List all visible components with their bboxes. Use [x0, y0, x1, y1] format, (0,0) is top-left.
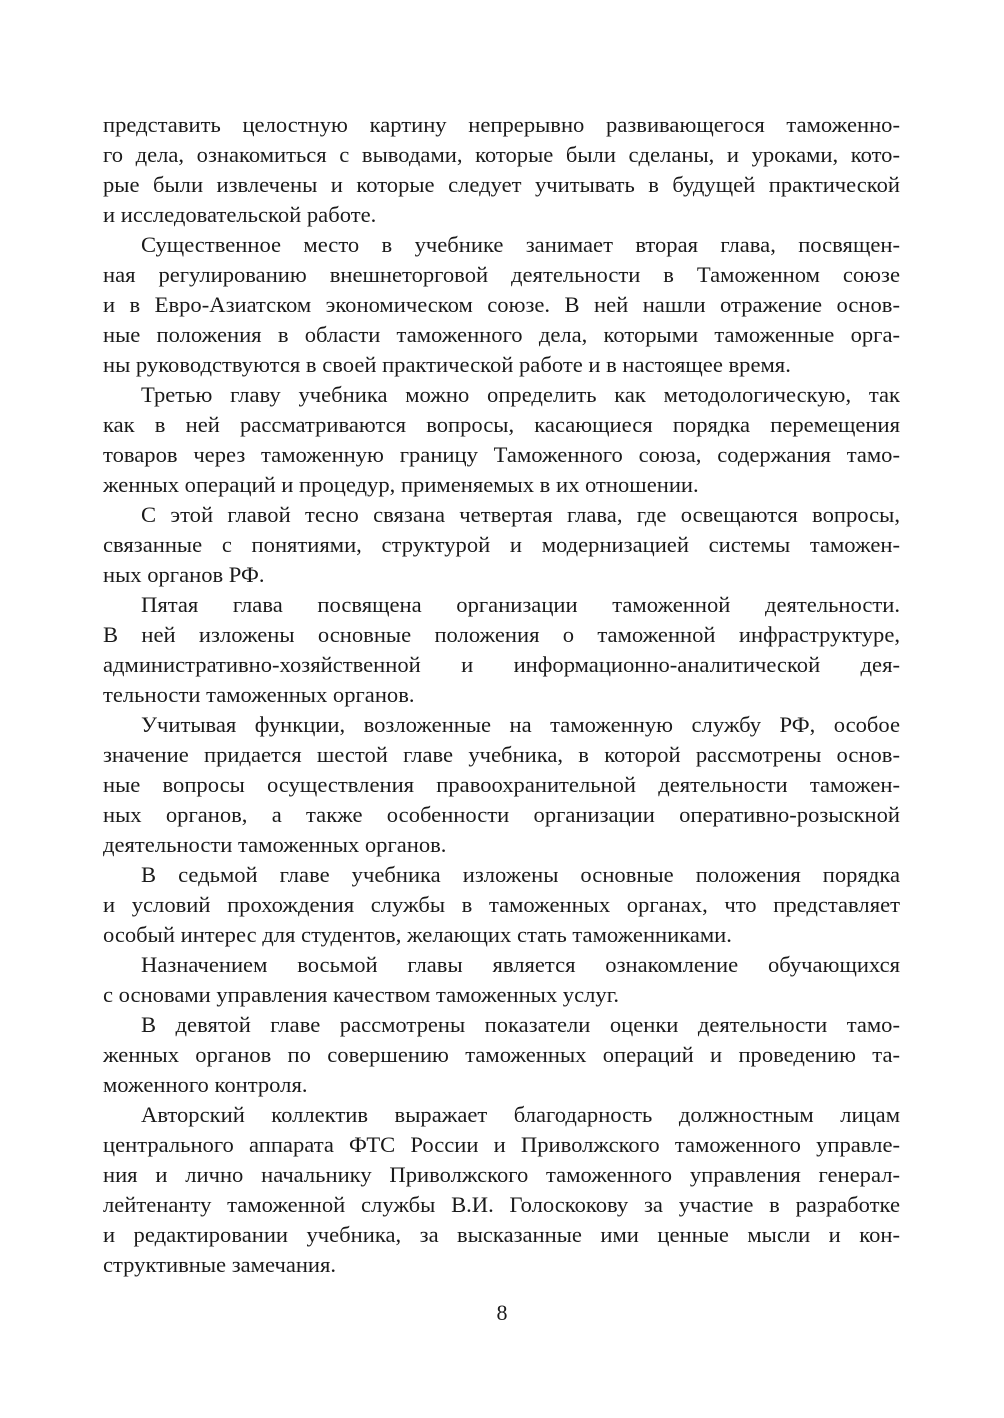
text-line: товаров через таможенную границу Таможенного союза, содержания тамо- — [103, 442, 900, 467]
text-line: ных органов РФ. — [103, 562, 265, 587]
text-line: Назначением восьмой главы является ознакомление обучающихся — [141, 952, 900, 977]
text-line: и редактировании учебника, за высказанные ими ценные мысли и кон- — [103, 1222, 900, 1247]
text-line: Авторский коллектив выражает благодарность должностным лицам — [141, 1102, 900, 1127]
text-line: с основами управления качеством таможенных услуг. — [103, 982, 620, 1007]
text-line: особый интерес для студентов, желающих стать таможенниками. — [103, 922, 732, 947]
text-line: и в Евро-Азиатском экономическом союзе. В ней нашли отражение основ- — [103, 292, 900, 317]
text-line: Существенное место в учебнике занимает вторая глава, посвящен- — [141, 232, 900, 257]
paragraph-10 — [103, 1100, 900, 1280]
text-line: рые были извлечены и которые следует учитывать в будущей практической — [103, 172, 900, 197]
text-line: Пятая глава посвящена организации таможенной деятельности. — [141, 592, 900, 617]
text-line: административно-хозяйственной и информационно-аналитической дея- — [103, 652, 900, 677]
text-line: представить целостную картину непрерывно развивающегося таможенно- — [103, 112, 900, 137]
paragraph-5 — [103, 590, 900, 710]
text-line: как в ней рассматриваются вопросы, касающиеся порядка перемещения — [103, 412, 900, 437]
paragraph-4 — [103, 500, 900, 590]
text-line: В седьмой главе учебника изложены основные положения порядка — [141, 862, 900, 887]
text-line: ны руководствуются в своей практической работе и в настоящее время. — [103, 352, 791, 377]
text-line: тельности таможенных органов. — [103, 682, 415, 707]
text-line: ные вопросы осуществления правоохранительной деятельности таможен- — [103, 772, 900, 797]
text-line: женных операций и процедур, применяемых в их отношении. — [103, 472, 699, 497]
text-line: и условий прохождения службы в таможенных органах, что представляет — [103, 892, 900, 917]
text-line: значение придается шестой главе учебника, в которой рассмотрены основ- — [103, 742, 900, 767]
paragraph-1 — [103, 110, 900, 230]
paragraph-3 — [103, 380, 900, 500]
text-line: Учитывая функции, возложенные на таможенную службу РФ, особое — [141, 712, 900, 737]
text-line: Третью главу учебника можно определить как методологическую, так — [141, 382, 900, 407]
paragraph-6 — [103, 710, 900, 860]
text-line: ния и лично начальнику Приволжского таможенного управления генерал- — [103, 1162, 900, 1187]
text-line: ная регулированию внешнеторговой деятельности в Таможенном союзе — [103, 262, 900, 287]
text-line: В ней изложены основные положения о таможенной инфраструктуре, — [103, 622, 900, 647]
text-line: структивные замечания. — [103, 1252, 337, 1277]
text-line: го дела, ознакомиться с выводами, которые были сделаны, и уроками, кото- — [103, 142, 900, 167]
text-line: и исследовательской работе. — [103, 202, 377, 227]
text-line: женных органов по совершению таможенных операций и проведению та- — [103, 1042, 900, 1067]
text-line: ные положения в области таможенного дела, которыми таможенные орга- — [103, 322, 900, 347]
text-line: связанные с понятиями, структурой и модернизацией системы таможен- — [103, 532, 900, 557]
text-line: центрального аппарата ФТС России и Приволжского таможенного управле- — [103, 1132, 900, 1157]
paragraph-8 — [103, 950, 900, 1010]
page-number: 8 — [496, 1300, 508, 1325]
paragraph-9 — [103, 1010, 900, 1100]
text-line: деятельности таможенных органов. — [103, 832, 447, 857]
paragraph-2 — [103, 230, 900, 380]
text-line: лейтенанту таможенной службы В.И. Голоскокову за участие в разработке — [103, 1192, 900, 1217]
text-line: моженного контроля. — [103, 1072, 308, 1097]
paragraph-7 — [103, 860, 900, 950]
text-line: С этой главой тесно связана четвертая глава, где освещаются вопросы, — [141, 502, 900, 527]
text-line: ных органов, а также особенности организации оперативно-розыскной — [103, 802, 900, 827]
body-text — [103, 110, 900, 1280]
text-line: В девятой главе рассмотрены показатели оценки деятельности тамо- — [141, 1012, 900, 1037]
